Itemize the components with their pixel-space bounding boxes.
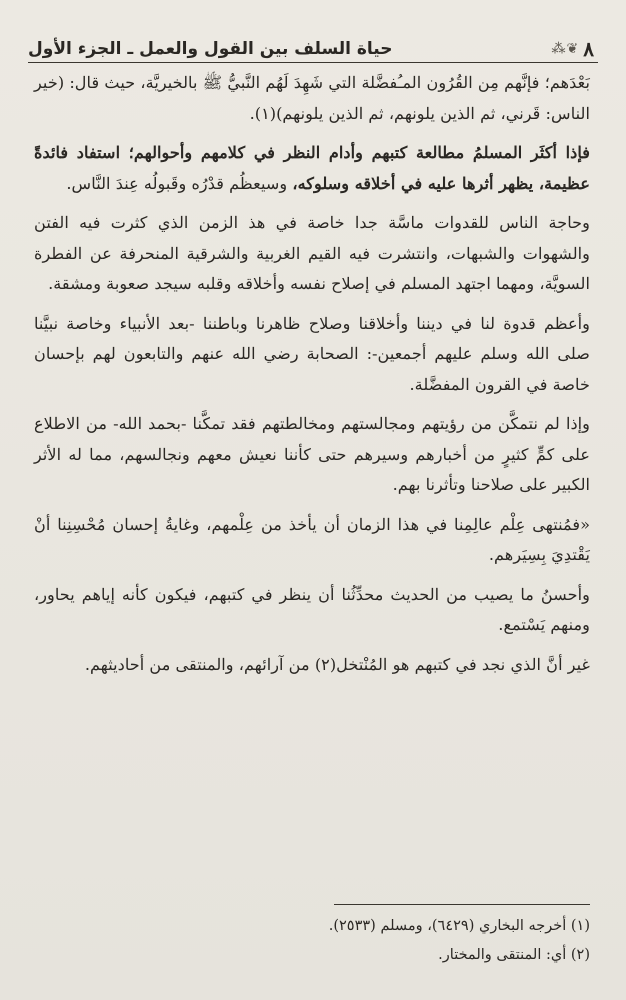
page-header [28, 38, 594, 60]
ornament-icon: ❦⁂ [551, 41, 580, 57]
running-title: حياة السلف بين القول والعمل ـ الجزء الأول [28, 39, 393, 59]
paragraph-8: غير أنَّ الذي نجد في كتبهم هو المُنْتخل(٢) من آرائهم، والمنتقى من أحاديثهم. [84, 654, 590, 674]
paragraph-5: وإذا لم نتمكَّن من رؤيتهم ومجالستهم ومخالطتهم فقد تمكَّنا -بحمد الله- من الاطلاع على كمٍّ كثيرٍ من أخبارهم وسيرهم حتى كأننا نعيش معهم ونجالسهم، مما له الأثر الكبير على صلاحنا وتأثرنا بهم. [34, 414, 590, 494]
paragraph-3: وحاجة الناس للقدوات ماسَّة جدا خاصة في هذ الزمن الذي كثرت فيه الفتن والشهوات والشبهات، وانتشرت فيه القيم الغربية والشرقية المنحرفة عن الفطرة السويَّة، ومهما اجتهد المسلم في إصلاح نفسه وأخلاقه وقلبه سيجد صعوبة ومشقة. [34, 213, 590, 293]
paragraph-7: وأحسنُ ما يصيب من الحديث محدِّثُنا أن ينظر في كتبهم، فيكون كأنه إياهم يحاور، ومنهم يَسْتمع. [34, 584, 590, 634]
header-rule [28, 62, 598, 63]
footnotes [34, 912, 590, 970]
page-number: ٨ [583, 37, 594, 61]
footnote-rule [334, 904, 590, 905]
footnote-1: (١) أخرجه البخاري (٦٤٢٩)، ومسلم (٢٥٣٣). [328, 918, 590, 934]
paragraph-2-rest: وسيعظُم قدْرُه وقَبولُه عِندَ النَّاس. [66, 173, 293, 193]
page-body [34, 68, 590, 689]
paragraph-4: وأعظم قدوة لنا في ديننا وأخلاقنا وصلاح ظاهرنا وباطننا -بعد الأنبياء وخاصة نبيَّنا صلى الله وسلم عليهم أجمعين-: الصحابة رضي الله عنهم والتابعون لهم بإحسان خاصة في القرون المفضَّلة. [34, 313, 590, 394]
paragraph-2-bold: فإذا أكثَر المسلمُ مطالعة كتبهم وأدام النظر في كلامهم وأحوالهم؛ استفاد فائدةً عظيمة، يظهر أثرها عليه في أخلاقه وسلوكه، [34, 143, 590, 193]
paragraph-2 [34, 138, 590, 199]
paragraph-1: بَعْدَهم؛ فإنَّهم مِن القُرُون المـُفضَّلة التي شَهِدَ لَهُم النَّبيُّ ﷺ بالخيريَّة، حيث قال: (خير الناس: قَرني، ثم الذين يلونهم، ثم الذين يلونهم)(١). [34, 73, 590, 123]
paragraph-6: «فمُنتهى عِلْم عالِمِنا في هذا الزمان أن يأخذ من عِلْمهم، وغايةُ إحسان مُحْسِنِنا أنْ يَقْتدِيَ بِسِيَرهم. [34, 514, 590, 564]
footnote-2: (٢) أي: المنتقى والمختار. [438, 947, 590, 963]
